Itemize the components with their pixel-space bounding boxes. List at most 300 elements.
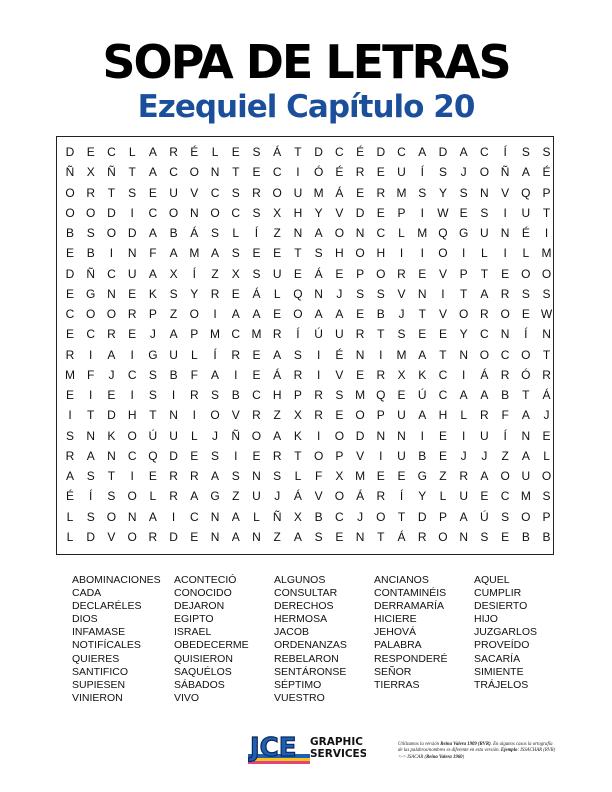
page-subtitle: Ezequiel Capítulo 20	[137, 89, 475, 125]
grid-cell: R	[376, 367, 386, 382]
grid-cell: T	[294, 145, 302, 159]
word-column	[72, 574, 172, 705]
grid-cell: A	[293, 529, 302, 544]
grid-cell: N	[169, 408, 178, 423]
grid-cell: S	[231, 469, 240, 483]
grid-cell: M	[65, 367, 75, 382]
grid-cell: T	[294, 246, 302, 261]
grid-cell: P	[356, 266, 365, 281]
grid-cell: E	[65, 388, 74, 402]
word-item: ACONTECIÓ	[174, 574, 237, 586]
grid-cell: C	[252, 388, 261, 402]
grid-cell: A	[273, 347, 282, 362]
grid-cell: E	[356, 367, 365, 382]
grid-cell: L	[294, 469, 302, 483]
grid-cell: A	[86, 448, 95, 463]
word-item: CONTAMINÉIS	[374, 587, 447, 600]
grid-cell: A	[480, 469, 489, 483]
grid-cell: N	[127, 246, 137, 261]
grid-cell: I	[89, 388, 93, 402]
grid-cell: É	[521, 226, 530, 240]
grid-cell: I	[130, 388, 134, 402]
grid-cell: É	[65, 489, 74, 504]
grid-cell: B	[169, 226, 178, 240]
word-item: VUESTRO	[274, 691, 325, 704]
grid-cell: X	[397, 367, 406, 382]
word-item: REBELARON	[274, 652, 339, 665]
grid-cell: A	[169, 327, 178, 342]
word-item: PROVEÍDO	[474, 639, 530, 652]
grid-cell: E	[65, 327, 74, 342]
grid-cell: A	[314, 226, 323, 240]
grid-cell: V	[335, 205, 344, 220]
grid-cell: Ú	[148, 428, 158, 443]
grid-cell: N	[210, 529, 220, 544]
grid-cell: E	[335, 529, 344, 544]
grid-cell: E	[273, 307, 282, 321]
word-item: HIJO	[474, 613, 498, 626]
grid-cell: O	[65, 205, 75, 220]
word-item: ABOMINACIONES	[72, 574, 161, 586]
grid-cell: S	[128, 185, 137, 200]
grid-cell: R	[314, 408, 323, 423]
grid-cell: C	[65, 307, 75, 321]
grid-cell: M	[355, 469, 366, 483]
grid-cell: A	[459, 509, 468, 524]
grid-cell: I	[130, 347, 134, 362]
grid-cell: Z	[273, 529, 281, 544]
grid-cell: M	[313, 185, 324, 200]
grid-cell: Í	[213, 347, 217, 362]
grid-cell: E	[148, 469, 157, 483]
grid-cell: D	[376, 145, 386, 159]
grid-cell: U	[252, 489, 261, 504]
grid-cell: T	[460, 286, 468, 301]
grid-cell: L	[481, 246, 488, 261]
grid-cell: J	[212, 428, 219, 443]
grid-row	[57, 486, 553, 506]
grid-cell: R	[542, 367, 551, 382]
grid-cell: A	[314, 307, 323, 321]
grid-cell: Ó	[313, 165, 324, 180]
grid-cell: I	[462, 428, 466, 443]
grid-cell: N	[293, 226, 303, 240]
grid-cell: L	[543, 448, 550, 463]
grid-cell: O	[521, 509, 531, 524]
grid-cell: N	[86, 428, 96, 443]
grid-cell: S	[86, 226, 95, 240]
grid-cell: Í	[420, 165, 424, 180]
grid-cell: A	[107, 347, 116, 362]
grid-cell: Á	[252, 286, 261, 301]
grid-cell: U	[272, 266, 282, 281]
grid-cell: T	[480, 266, 489, 281]
grid-cell: T	[397, 509, 406, 524]
grid-cell: S	[501, 509, 510, 524]
grid-cell: K	[293, 428, 302, 443]
grid-cell: C	[438, 388, 448, 402]
grid-row	[57, 284, 553, 304]
grid-cell: V	[107, 529, 116, 544]
word-item: ANCIANOS	[374, 574, 429, 586]
grid-cell: I	[213, 307, 217, 321]
grid-cell: I	[503, 205, 507, 220]
grid-cell: Á	[273, 145, 282, 159]
grid-cell: J	[357, 509, 364, 524]
grid-cell: N	[210, 509, 220, 524]
page-title: SOPA DE LETRAS	[102, 35, 510, 89]
grid-cell: B	[231, 388, 240, 402]
grid-cell: Q	[438, 226, 448, 240]
grid-row	[57, 203, 553, 223]
grid-cell: C	[148, 205, 158, 220]
grid-cell: V	[190, 185, 199, 200]
grid-cell: A	[480, 286, 489, 301]
word-item: SAQUÉLOS	[174, 665, 232, 678]
grid-cell: O	[500, 307, 510, 321]
letter-grid-body	[57, 137, 553, 554]
word-item: CUMPLIR	[474, 587, 522, 600]
grid-row	[57, 385, 553, 405]
grid-cell: D	[417, 509, 427, 524]
grid-cell: I	[171, 388, 176, 402]
grid-cell: Z	[501, 448, 509, 463]
grid-cell: O	[106, 226, 117, 240]
grid-cell: D	[65, 145, 75, 159]
grid-cell: C	[438, 367, 448, 382]
grid-cell: A	[252, 307, 261, 321]
grid-cell: O	[334, 428, 345, 443]
grid-cell: Á	[356, 489, 365, 504]
grid-cell: V	[231, 408, 240, 423]
grid-cell: Á	[542, 388, 551, 402]
grid-cell: L	[190, 428, 198, 443]
grid-cell: S	[293, 347, 302, 362]
grid-cell: S	[169, 286, 178, 301]
grid-cell: O	[189, 307, 199, 321]
grid-cell: O	[541, 266, 552, 281]
word-item: JEHOVÁ	[374, 626, 417, 639]
word-item: SANTIFICO	[72, 665, 129, 678]
grid-cell: C	[272, 165, 282, 180]
grid-cell: T	[149, 408, 157, 423]
grid-cell: R	[86, 185, 96, 200]
grid-cell: T	[377, 327, 385, 342]
grid-cell: N	[252, 469, 261, 483]
grid-cell: O	[272, 185, 282, 200]
logo-letters: JCE	[250, 733, 297, 763]
grid-cell: T	[232, 165, 240, 180]
grid-cell: Á	[190, 226, 199, 240]
grid-cell: A	[335, 307, 344, 321]
grid-cell: I	[130, 205, 134, 220]
grid-row	[57, 324, 553, 344]
grid-cell: J	[149, 327, 156, 342]
grid-cell: O	[293, 307, 303, 321]
grid-cell: I	[316, 347, 321, 362]
grid-cell: B	[169, 367, 178, 382]
grid-cell: G	[148, 347, 158, 362]
word-item: HERMOSA	[274, 613, 328, 626]
grid-cell: A	[190, 489, 199, 504]
note-text-e: : ISSACHAR (RVR) <-> ISACAR (	[398, 748, 556, 760]
grid-cell: A	[148, 226, 157, 240]
grid-cell: U	[521, 205, 531, 220]
grid-row	[57, 507, 553, 527]
grid-cell: Y	[190, 286, 199, 301]
grid-cell: Í	[89, 489, 93, 504]
grid-cell: C	[107, 266, 116, 281]
grid-cell: O	[521, 266, 531, 281]
grid-cell: É	[335, 165, 344, 180]
grid-cell: B	[314, 509, 323, 524]
grid-row	[57, 162, 553, 182]
grid-cell: O	[459, 307, 469, 321]
grid-cell: W	[437, 205, 449, 220]
grid-cell: R	[231, 347, 241, 362]
grid-cell: J	[108, 367, 115, 382]
grid-cell: C	[335, 145, 344, 159]
logo-line-2: SERVICES	[310, 748, 366, 760]
grid-cell: P	[438, 509, 447, 524]
grid-cell: U	[169, 428, 178, 443]
grid-cell: E	[252, 246, 261, 261]
word-item: SEÑOR	[374, 665, 412, 678]
grid-cell: B	[376, 307, 385, 321]
word-item: HICIERE	[374, 613, 417, 626]
grid-cell: E	[128, 327, 137, 342]
grid-cell: C	[480, 145, 489, 159]
grid-cell: E	[438, 327, 447, 342]
grid-cell: U	[397, 408, 406, 423]
grid-cell: P	[148, 307, 157, 321]
grid-cell: Ú	[314, 327, 323, 342]
grid-cell: M	[396, 347, 407, 362]
grid-cell: B	[521, 529, 530, 544]
grid-cell: N	[521, 428, 531, 443]
grid-cell: F	[87, 367, 95, 382]
grid-cell: D	[107, 205, 116, 220]
grid-cell: M	[189, 246, 200, 261]
grid-cell: S	[480, 529, 489, 544]
grid-cell: W	[540, 307, 553, 321]
grid-cell: R	[127, 307, 137, 321]
grid-cell: E	[252, 347, 261, 362]
grid-cell: G	[459, 226, 469, 240]
grid-cell: I	[68, 408, 72, 423]
grid-cell: N	[189, 205, 199, 220]
grid-cell: S	[252, 266, 261, 281]
grid-cell: O	[86, 205, 96, 220]
grid-cell: Z	[211, 266, 219, 281]
grid-cell: L	[232, 226, 240, 240]
grid-cell: Ñ	[107, 165, 116, 180]
grid-cell: A	[65, 469, 74, 483]
grid-cell: N	[397, 428, 406, 443]
grid-cell: I	[441, 286, 445, 301]
grid-cell: O	[86, 307, 96, 321]
grid-cell: L	[190, 347, 198, 362]
grid-cell: P	[397, 205, 406, 220]
grid-cell: A	[521, 448, 530, 463]
grid-cell: Í	[503, 145, 507, 159]
word-item: ALGUNOS	[274, 574, 326, 586]
grid-cell: S	[521, 145, 530, 159]
grid-row	[57, 466, 553, 486]
grid-cell: C	[500, 347, 510, 362]
grid-cell: E	[231, 286, 240, 301]
grid-cell: Í	[503, 428, 507, 443]
grid-cell: E	[376, 165, 385, 180]
grid-cell: O	[65, 185, 75, 200]
grid-cell: V	[501, 185, 510, 200]
grid-cell: Í	[296, 327, 300, 342]
grid-cell: S	[542, 145, 551, 159]
grid-row	[57, 527, 553, 547]
grid-cell: C	[500, 489, 510, 504]
grid-cell: Y	[459, 327, 468, 342]
grid-cell: Q	[148, 448, 158, 463]
grid-cell: I	[234, 367, 238, 382]
grid-cell: I	[399, 246, 404, 261]
word-list	[72, 574, 552, 714]
grid-cell: Á	[397, 529, 406, 544]
grid-cell: H	[335, 246, 344, 261]
note-text-a: Utilizamos la versión	[398, 742, 441, 747]
grid-cell: P	[190, 327, 199, 342]
grid-cell: T	[439, 347, 447, 362]
grid-cell: E	[107, 388, 116, 402]
grid-cell: R	[252, 185, 261, 200]
word-column	[374, 574, 474, 692]
grid-cell: X	[273, 205, 282, 220]
grid-cell: A	[169, 246, 178, 261]
grid-cell: A	[459, 388, 468, 402]
grid-cell: E	[252, 165, 261, 180]
grid-cell: C	[189, 509, 199, 524]
grid-cell: A	[211, 246, 220, 261]
grid-cell: S	[231, 185, 240, 200]
grid-cell: O	[355, 246, 365, 261]
word-item: JUZGARLOS	[474, 626, 538, 639]
grid-cell: C	[127, 367, 137, 382]
grid-cell: X	[86, 165, 95, 180]
grid-cell: J	[543, 408, 550, 423]
grid-cell: S	[356, 286, 365, 301]
grid-cell: S	[86, 469, 95, 483]
grid-cell: L	[460, 408, 468, 423]
word-item: PALABRA	[374, 639, 422, 652]
grid-cell: T	[87, 408, 95, 423]
word-item: CADA	[72, 587, 102, 600]
note-text-f: Reina Valera 1960	[426, 754, 463, 760]
grid-cell: Í	[254, 226, 259, 240]
grid-cell: Z	[169, 307, 178, 321]
grid-cell: J	[398, 307, 405, 321]
grid-cell: I	[462, 367, 466, 382]
grid-cell: M	[355, 388, 366, 402]
grid-cell: A	[418, 408, 427, 423]
word-item: TRÁJELOS	[474, 678, 529, 691]
grid-cell: E	[418, 327, 427, 342]
grid-cell: D	[65, 266, 75, 281]
grid-cell: O	[334, 489, 345, 504]
grid-cell: S	[252, 205, 261, 220]
word-item: SUPIESEN	[72, 678, 126, 691]
grid-cell: I	[420, 205, 424, 220]
grid-cell: S	[273, 469, 282, 483]
word-column	[274, 574, 374, 705]
word-item: ORDENANZAS	[274, 639, 347, 652]
grid-cell: D	[314, 145, 323, 159]
grid-cell: A	[231, 307, 240, 321]
grid-cell: G	[86, 286, 96, 301]
grid-cell: I	[544, 226, 549, 240]
grid-cell: U	[397, 165, 406, 180]
grid-cell: C	[107, 145, 116, 159]
grid-cell: S	[211, 388, 220, 402]
grid-cell: T	[418, 307, 426, 321]
grid-row	[57, 243, 553, 263]
grid-cell: P	[459, 266, 468, 281]
grid-cell: I	[420, 246, 424, 261]
grid-cell: E	[335, 408, 344, 423]
grid-cell: I	[171, 509, 176, 524]
grid-cell: A	[521, 165, 530, 180]
grid-cell: R	[272, 448, 282, 463]
grid-cell: M	[520, 489, 531, 504]
grid-cell: S	[521, 286, 530, 301]
grid-cell: S	[542, 489, 551, 504]
grid-cell: A	[148, 145, 157, 159]
grid-cell: T	[107, 185, 116, 200]
grid-cell: C	[169, 165, 178, 180]
grid-cell: O	[521, 347, 531, 362]
grid-cell: Ñ	[500, 165, 510, 180]
grid-cell: E	[252, 367, 261, 382]
grid-cell: P	[542, 185, 551, 200]
grid-cell: O	[541, 469, 552, 483]
grid-cell: E	[65, 246, 74, 261]
grid-cell: Ñ	[231, 428, 241, 443]
grid-cell: J	[460, 448, 467, 463]
word-item: CONSULTAR	[274, 587, 338, 600]
grid-cell: E	[397, 388, 406, 402]
grid-cell: S	[86, 509, 95, 524]
grid-cell: E	[501, 529, 510, 544]
grid-cell: I	[234, 448, 238, 463]
grid-cell: E	[273, 246, 282, 261]
grid-cell: C	[335, 509, 344, 524]
grid-cell: O	[251, 428, 262, 443]
grid-cell: I	[316, 367, 321, 382]
letter-grid	[56, 136, 554, 555]
logo-mark	[248, 728, 366, 768]
word-item: OBEDECERME	[174, 639, 249, 652]
grid-cell: N	[252, 529, 261, 544]
grid-cell: I	[462, 246, 466, 261]
grid-cell: Q	[521, 185, 531, 200]
grid-cell: U	[169, 347, 178, 362]
grid-cell: Í	[524, 327, 528, 342]
grid-cell: N	[355, 226, 365, 240]
grid-cell: Z	[273, 408, 281, 423]
grid-cell: A	[521, 408, 530, 423]
grid-cell: M	[417, 226, 428, 240]
grid-cell: O	[479, 347, 490, 362]
grid-cell: X	[169, 266, 178, 281]
grid-cell: D	[169, 529, 178, 544]
